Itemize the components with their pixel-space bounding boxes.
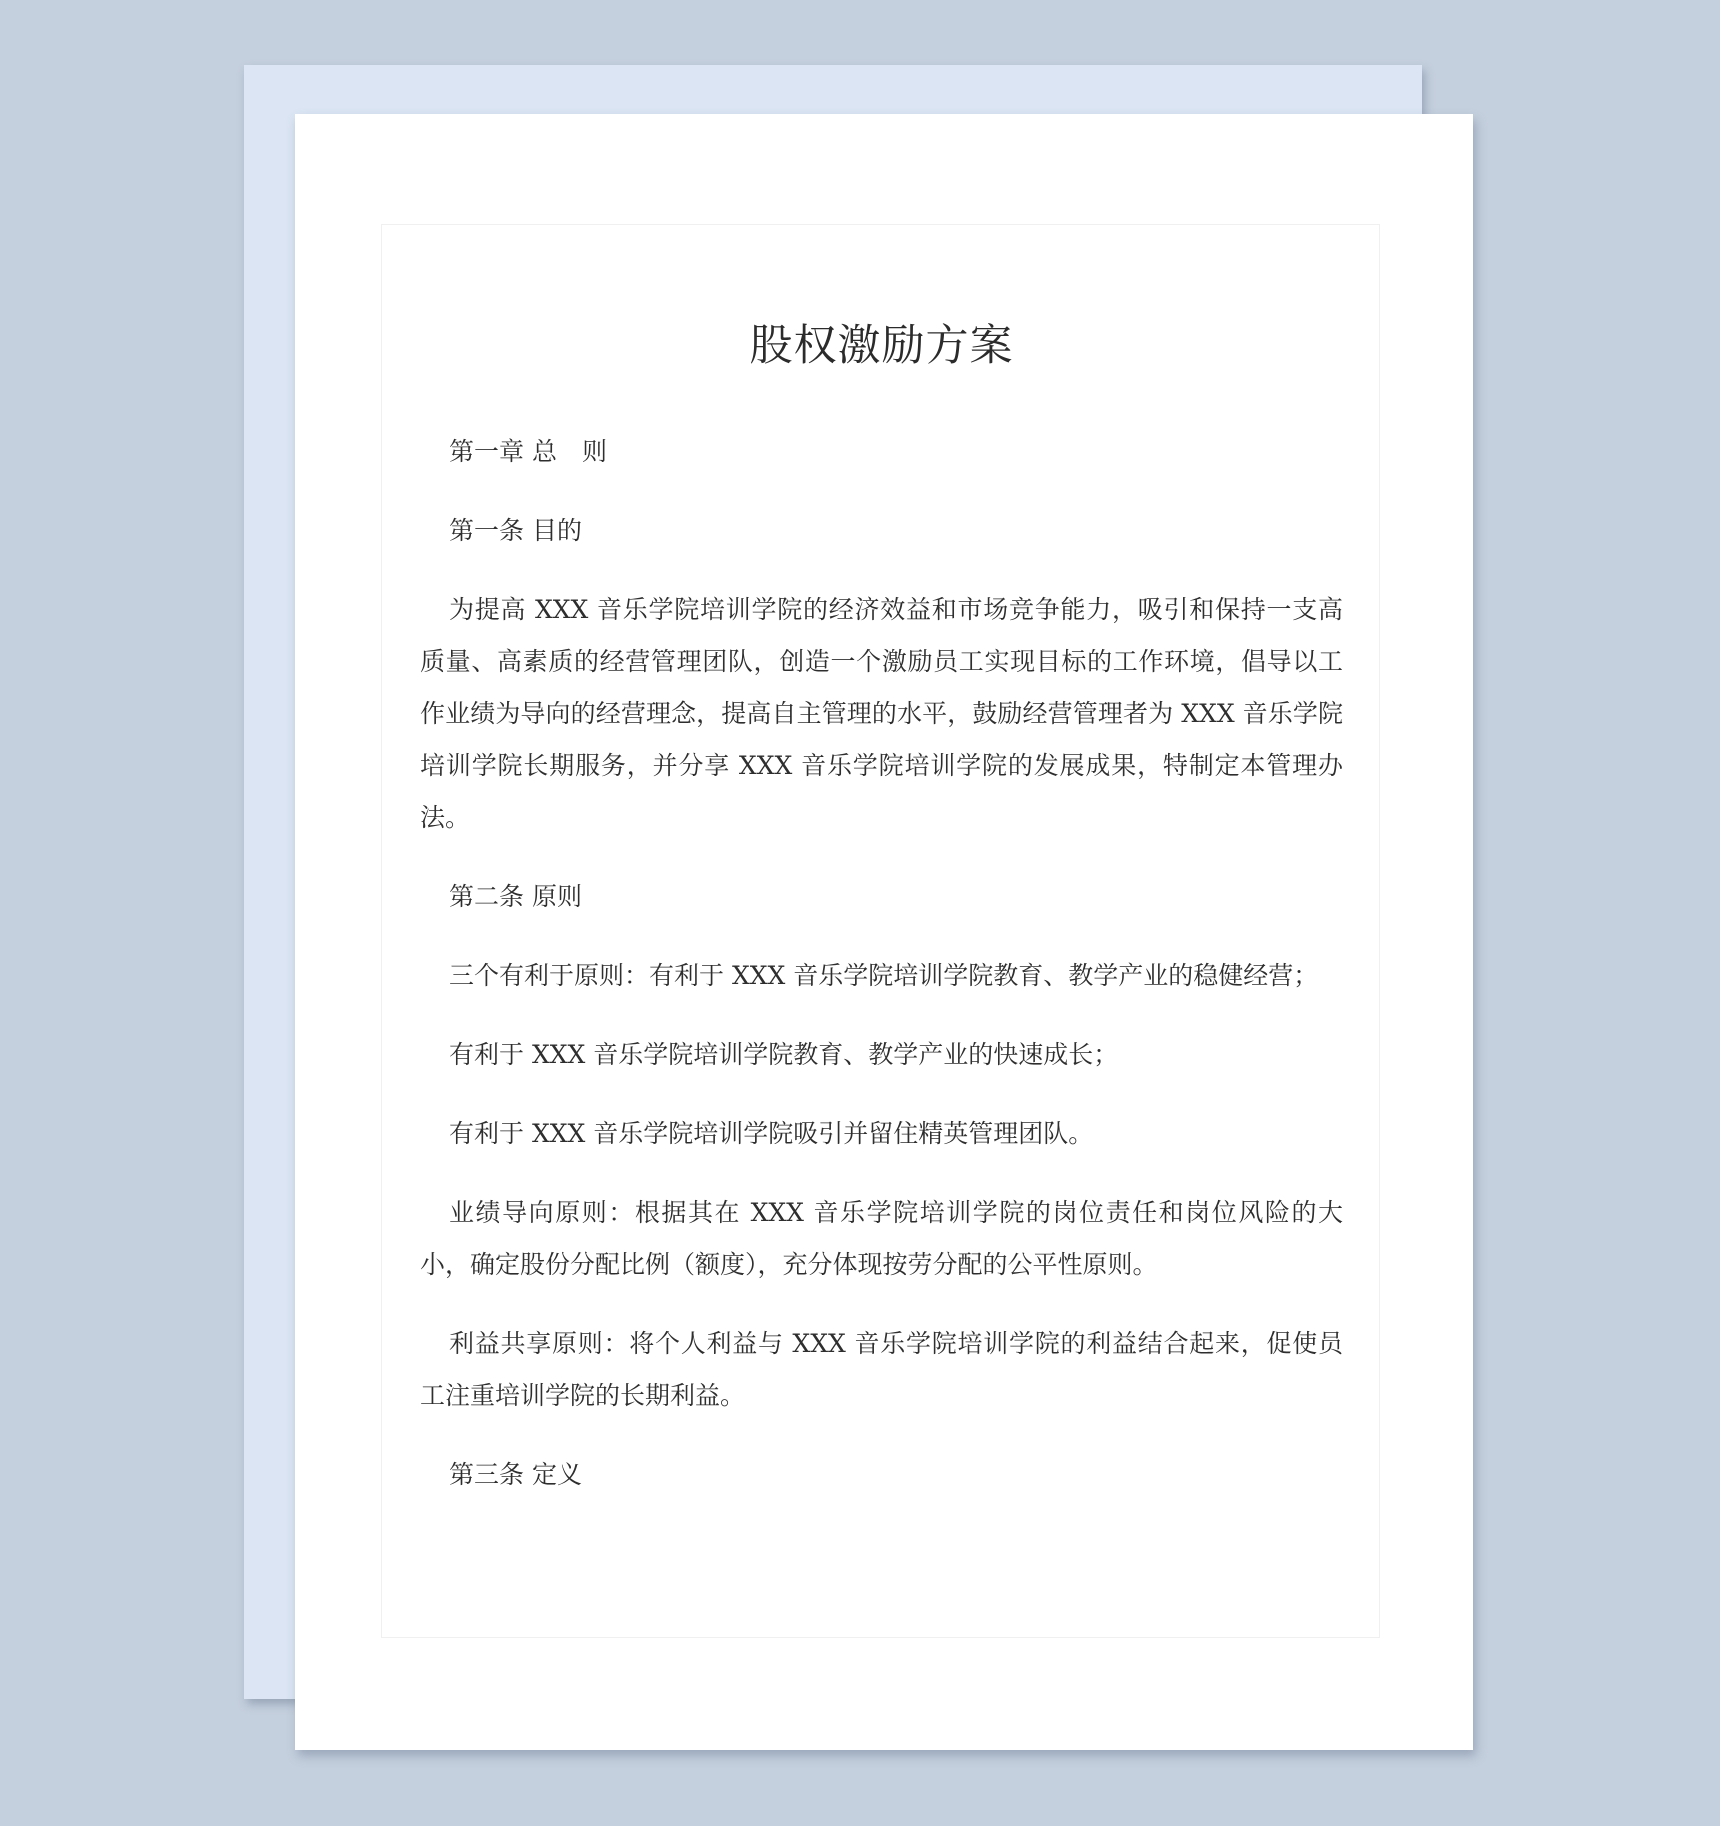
paragraph: 为提高 XXX 音乐学院培训学院的经济效益和市场竞争能力，吸引和保持一支高质量、高素质的经营管理团队，创造一个激励员工实现目标的工作环境，倡导以工作业绩为导向的经营理念，提高自主管理的水平，鼓励经营管理者为 XXX 音乐学院培训学院长期服务，并分享 XXX 音乐学院培训学院的发展成果，特制定本管理办法。 [420,595,1343,833]
article-heading: 第三条 定义 [449,1460,582,1490]
paragraph: 三个有利于原则：有利于 XXX 音乐学院培训学院教育、教学产业的稳健经营； [449,961,1319,991]
article-heading: 第二条 原则 [449,882,582,912]
paragraph: 有利于 XXX 音乐学院培训学院教育、教学产业的快速成长； [449,1040,1119,1070]
paragraph: 利益共享原则：将个人利益与 XXX 音乐学院培训学院的利益结合起来，促使员工注重培训学院的长期利益。 [420,1329,1343,1411]
chapter-heading: 第一章 总 则 [449,437,607,467]
article-heading: 第一条 目的 [449,516,582,546]
document-title: 股权激励方案 [749,321,1014,371]
paragraph: 业绩导向原则：根据其在 XXX 音乐学院培训学院的岗位责任和岗位风险的大小，确定股份分配比例（额度），充分体现按劳分配的公平性原则。 [420,1198,1343,1280]
document-content-frame [381,224,1380,1638]
paragraph: 有利于 XXX 音乐学院培训学院吸引并留住精英管理团队。 [449,1119,1094,1149]
document-page [295,114,1473,1750]
